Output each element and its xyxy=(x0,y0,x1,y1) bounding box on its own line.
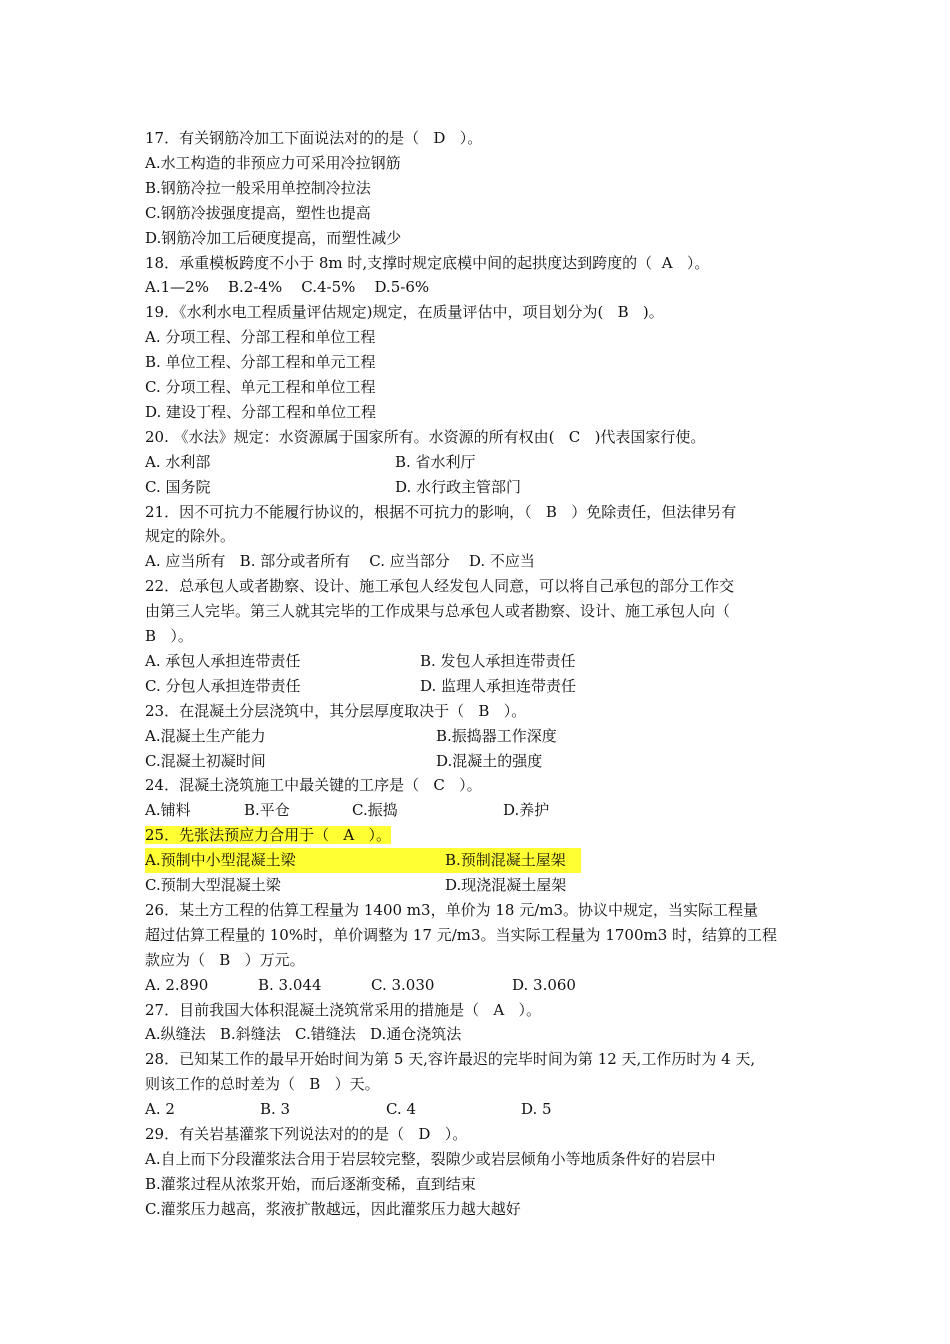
line-text: A.1—2% B.2-4% C.4-5% D.5-6% xyxy=(145,278,430,297)
option-row xyxy=(0,450,950,475)
text-line xyxy=(145,500,736,525)
option-text: D. 监理人承担连带责任 xyxy=(420,676,577,695)
text-line xyxy=(145,699,526,724)
option-row xyxy=(0,798,950,823)
text-line xyxy=(145,998,541,1023)
option-text: C. 国务院 xyxy=(145,477,211,496)
option-row xyxy=(0,749,950,774)
text-line xyxy=(145,126,482,151)
line-text: B. 单位工程、分部工程和单元工程 xyxy=(145,353,376,372)
text-line xyxy=(145,948,305,973)
line-text: C.钢筋冷拔强度提高，塑性也提高 xyxy=(145,203,371,222)
line-text: A.纵缝法 B.斜缝法 C.错缝法 D.通仓浇筑法 xyxy=(145,1025,462,1044)
option-row xyxy=(0,724,950,749)
line-text: B ）。 xyxy=(145,627,193,645)
line-text: A. 应当所有 B. 部分或者所有 C. 应当部分 D. 不应当 xyxy=(145,552,535,571)
option-text: B.振捣器工作深度 xyxy=(436,726,557,745)
text-line xyxy=(145,1172,476,1197)
option-text: D.现浇混凝土屋架 xyxy=(445,876,567,894)
option-row xyxy=(0,674,950,699)
line-text: 21．因不可抗力不能履行协议的，根据不可抗力的影响，（ B ）免除责任，但法律另有 xyxy=(145,502,737,521)
option-row xyxy=(0,973,950,998)
text-line xyxy=(145,1197,521,1222)
option-row xyxy=(0,649,950,674)
line-text: C.灌浆压力越高，浆液扩散越远，因此灌浆压力越大越好 xyxy=(145,1199,521,1218)
text-line xyxy=(145,549,535,574)
option-text: A. 水利部 xyxy=(145,452,211,471)
option-text: A.预制中小型混凝土梁 xyxy=(145,848,445,873)
text-line xyxy=(145,226,401,251)
text-line xyxy=(145,300,664,325)
option-text: B. 省水利厅 xyxy=(395,452,476,471)
option-text: B.预制混凝土屋架 xyxy=(445,848,581,873)
option-row xyxy=(0,475,950,500)
option-text: C. 3.030 xyxy=(371,975,435,994)
text-line xyxy=(145,524,235,549)
option-text: A.铺料 xyxy=(145,801,191,820)
text-line xyxy=(145,574,734,599)
line-text: 18．承重模板跨度不小于 8m 时,支撑时规定底模中间的起拱度达到跨度的（ A ）。 xyxy=(145,253,710,272)
text-line xyxy=(145,275,429,300)
line-text: 超过估算工程量的 10%时，单价调整为 17 元/m3。当实际工程量为 1700m3 时，结算的工程 xyxy=(145,925,778,944)
text-line xyxy=(145,251,709,276)
text-line xyxy=(145,624,193,649)
option-text: B. 3.044 xyxy=(258,975,322,994)
option-text: D. 5 xyxy=(521,1100,552,1119)
text-line xyxy=(145,599,730,624)
line-text: D. 建设丁程、分部工程和单位工程 xyxy=(145,402,377,421)
text-line xyxy=(145,425,705,450)
text-line xyxy=(145,923,777,948)
text-line xyxy=(145,350,376,375)
line-text: 款应为（ B ）万元。 xyxy=(145,950,305,969)
text-line xyxy=(145,823,391,848)
option-text: C. 分包人承担连带责任 xyxy=(145,676,301,695)
text-line xyxy=(145,400,376,425)
line-text: 28．已知某工作的最早开始时间为第 5 天,容许最迟的完毕时间为第 12 天,工作历时为 4 天, xyxy=(145,1050,756,1069)
line-text: 24．混凝土浇筑施工中最关键的工序是（ C ）。 xyxy=(145,776,482,795)
option-row xyxy=(0,873,950,898)
text-line xyxy=(145,898,758,923)
option-text: D.养护 xyxy=(503,801,550,820)
option-text: D.混凝土的强度 xyxy=(436,751,543,770)
line-text: 29．有关岩基灌浆下列说法对的的是（ D ）。 xyxy=(145,1125,468,1143)
text-line xyxy=(145,201,371,226)
line-text: C. 分项工程、单元工程和单位工程 xyxy=(145,378,376,396)
option-text: D. 水行政主管部门 xyxy=(395,477,522,496)
text-line xyxy=(145,1022,461,1047)
line-text: 20. 《水法》规定：水资源属于国家所有。水资源的所有权由( C )代表国家行使。 xyxy=(145,427,706,446)
line-text: A. 分项工程、分部工程和单位工程 xyxy=(145,328,376,347)
option-text: C.预制大型混凝土梁 xyxy=(145,876,281,894)
line-text: 27．目前我国大体积混凝土浇筑常采用的措施是（ A ）。 xyxy=(145,1000,542,1019)
line-text: 由第三人完毕。第三人就其完毕的工作成果与总承包人或者勘察、设计、施工承包人向（ xyxy=(145,602,731,621)
text-line xyxy=(145,1047,755,1072)
text-line xyxy=(145,151,401,176)
option-text: B. 发包人承担连带责任 xyxy=(420,651,576,670)
line-text: 规定的除外。 xyxy=(145,527,236,546)
option-text: C. 4 xyxy=(386,1100,417,1119)
option-text: B. 3 xyxy=(260,1100,291,1119)
option-text: D. 3.060 xyxy=(512,975,576,994)
line-text: A.水工构造的非预应力可采用冷拉钢筋 xyxy=(145,153,401,172)
line-text: A.自上而下分段灌浆法合用于岩层较完整，裂隙少或岩层倾角小等地质条件好的岩层中 xyxy=(145,1149,716,1168)
line-text: B.灌浆过程从浓浆开始，而后逐渐变稀，直到结束 xyxy=(145,1174,476,1193)
line-text: 25．先张法预应力合用于（ A ）。 xyxy=(145,826,392,845)
line-text: 19．《水利水电工程质量评估规定)规定，在质量评估中，项目划分为( B )。 xyxy=(145,303,664,322)
option-text: B.平仓 xyxy=(244,801,290,820)
option-text: A. 承包人承担连带责任 xyxy=(145,651,301,670)
line-text: B.钢筋冷拉一般采用单控制冷拉法 xyxy=(145,178,371,197)
text-line xyxy=(145,1147,716,1172)
text-line xyxy=(145,325,375,350)
option-text: A. 2.890 xyxy=(145,975,209,994)
line-text: 26．某土方工程的估算工程量为 1400 m3，单价为 18 元/m3。协议中规定，当实际工程量 xyxy=(145,900,759,919)
text-line xyxy=(145,1122,467,1147)
option-text: A.混凝土生产能力 xyxy=(145,726,266,745)
text-line xyxy=(145,176,371,201)
option-text: C.混凝土初凝时间 xyxy=(145,751,266,770)
option-text: C.振捣 xyxy=(352,801,398,820)
option-row xyxy=(0,848,950,873)
line-text: 则该工作的总时差为（ B ）天。 xyxy=(145,1075,380,1094)
option-text: A. 2 xyxy=(145,1100,175,1119)
text-line xyxy=(145,773,482,798)
line-text: 17．有关钢筋冷加工下面说法对的的是（ D ）。 xyxy=(145,129,483,147)
option-row xyxy=(0,1097,950,1122)
line-text: 22．总承包人或者勘察、设计、施工承包人经发包人同意，可以将自己承包的部分工作交 xyxy=(145,577,735,596)
text-line xyxy=(145,1072,380,1097)
line-text: 23．在混凝土分层浇筑中，其分层厚度取决于（ B ）。 xyxy=(145,701,527,720)
text-line xyxy=(145,375,375,400)
line-text: D.钢筋冷加工后硬度提高，而塑性减少 xyxy=(145,228,402,247)
